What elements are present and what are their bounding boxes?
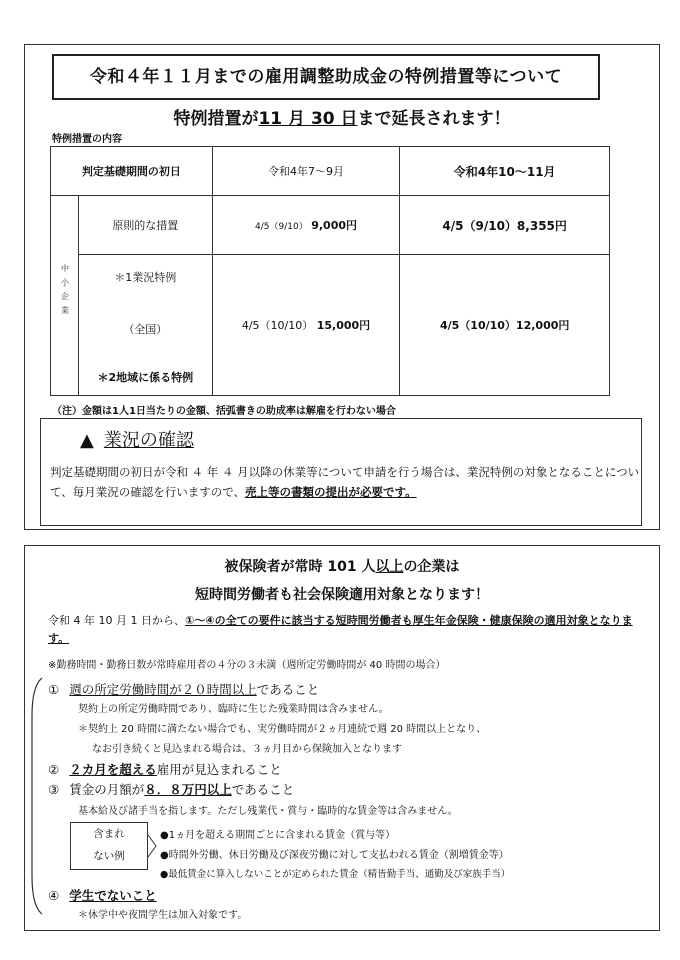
insurance-title-1 bbox=[24, 556, 660, 576]
insurance-title-2: 短時間労働者も社会保険適用対象となります！ bbox=[195, 587, 489, 603]
item2-post: 雇用が見込まれること bbox=[156, 762, 282, 777]
excl-label-1: 含まれ bbox=[93, 828, 125, 840]
exclusion-3: ●最低賃金に算入しないことが定められた賃金（精皆勤手当、通勤及び家族手当） bbox=[160, 869, 511, 880]
requirement-3 bbox=[48, 780, 294, 798]
item1-marker: ① bbox=[48, 682, 60, 697]
main-title: 令和４年１１月までの雇用調整助成金の特例措置等について bbox=[52, 54, 600, 100]
row1-label: 原則的な措置 bbox=[78, 196, 212, 255]
item3-marker: ③ bbox=[48, 782, 60, 797]
confirmation-heading bbox=[80, 426, 194, 452]
item1-post: であること bbox=[256, 682, 320, 697]
confirmation-text bbox=[50, 462, 640, 502]
requirement-1 bbox=[48, 680, 319, 698]
row2-rate1: 4/5（10/10） bbox=[241, 319, 314, 332]
row1-rate1: 4/5（9/10） bbox=[255, 222, 308, 232]
requirement-4 bbox=[48, 886, 157, 904]
row2-label2: （全国） bbox=[123, 323, 168, 336]
item2-marker: ② bbox=[48, 762, 60, 777]
item4-sub: ＊休学中や夜間学生は加入対象です。 bbox=[78, 910, 248, 921]
row1-cell1 bbox=[212, 196, 400, 255]
row2-value2: 4/5（10/10）12,000円 bbox=[400, 255, 610, 396]
subtitle-post: まで延長されます！ bbox=[357, 109, 511, 129]
warning-icon: ▲ bbox=[80, 430, 94, 451]
bracket-icon bbox=[30, 676, 44, 916]
item3-underlined: ８．８万円以上 bbox=[144, 782, 232, 797]
exclusion-label-box bbox=[70, 822, 148, 870]
item1-sub3: なお引き続くと見込まれる場合は、３ヵ月目から保険加入となります bbox=[92, 744, 402, 755]
item1-underlined: 週の所定労働時間が２０時間以上 bbox=[69, 682, 257, 697]
table-note: （注）金額は1人1日当たりの金額、括弧書きの助成率は解雇を行わない場合 bbox=[52, 406, 396, 417]
subtitle-date: 11 月 30 日 bbox=[258, 109, 358, 129]
insurance-title1-pre: 被保険者が常時 101 人 bbox=[224, 559, 376, 575]
insurance-title1-underlined: 以上 bbox=[375, 559, 404, 575]
row2-label-cell bbox=[78, 255, 212, 396]
insurance-title1-post: の企業は bbox=[403, 559, 460, 575]
row2-amount1: 15,000円 bbox=[316, 319, 371, 332]
row-group-text: 中小企業 bbox=[60, 263, 70, 320]
insurance-intro-plain: 令和 4 年 10 月 1 日から、 bbox=[48, 614, 185, 627]
excl-label-2: ない例 bbox=[93, 850, 125, 862]
insurance-condition: ※勤務時間・勤務日数が常時雇用者の４分の３未満（週所定労働時間が 40 時間の場合） bbox=[48, 660, 446, 671]
section-label: 特例措置の内容 bbox=[52, 134, 122, 145]
subtitle-pre: 特例措置が bbox=[173, 109, 259, 129]
row1-amount1: 9,000円 bbox=[311, 219, 357, 232]
requirement-2 bbox=[48, 760, 282, 778]
confirmation-text-underlined: 売上等の書類の提出が必要です。 bbox=[245, 485, 417, 499]
row2-cell1 bbox=[212, 255, 400, 396]
exclusion-1: ●1ヵ月を超える期間ごとに含まれる賃金（賞与等） bbox=[160, 830, 396, 841]
item3-sub: 基本給及び諸手当を指します。ただし残業代・賞与・臨時的な賃金等は含みません。 bbox=[78, 806, 458, 817]
row2-label3: ＊2地域に係る特例 bbox=[97, 371, 194, 384]
item4-underlined: 学生でないこと bbox=[69, 888, 157, 903]
item1-sub1: 契約上の所定労働時間であり、臨時に生じた残業時間は含みません。 bbox=[78, 704, 389, 715]
row1-value2: 4/5（9/10）8,355円 bbox=[400, 196, 610, 255]
arrow-icon bbox=[147, 834, 157, 858]
item2-underlined: ２カ月を超える bbox=[69, 762, 157, 777]
table-period-2: 令和4年10～11月 bbox=[400, 147, 610, 196]
item3-pre: 賃金の月額が bbox=[69, 782, 145, 797]
insurance-intro-underlined: ①～④の全ての要件に該当する短時間労働者も厚生年金保険・健康保険の適用対象となります。 bbox=[48, 614, 633, 645]
item4-marker: ④ bbox=[48, 888, 60, 903]
table-col-header: 判定基礎期間の初日 bbox=[51, 147, 213, 196]
confirmation-text-plain: 判定基礎期間の初日が令和 ４ 年 ４ 月以降の休業等について申請を行う場合は、業況特例の対象となることについて、毎月業況の確認を行いますので、 bbox=[50, 465, 640, 499]
special-measures-table bbox=[50, 146, 610, 396]
table-period-1: 令和4年7～9月 bbox=[212, 147, 400, 196]
exclusion-2: ●時間外労働、休日労働及び深夜労働に対して支払われる賃金（割増賃金等） bbox=[160, 850, 509, 861]
insurance-intro bbox=[48, 612, 640, 648]
extension-notice bbox=[24, 104, 660, 129]
row2-label1: ＊1業況特例 bbox=[114, 271, 177, 284]
confirmation-heading-text: 業況の確認 bbox=[103, 430, 194, 451]
item3-post: であること bbox=[231, 782, 295, 797]
row-group-label bbox=[51, 196, 79, 396]
item1-sub2: ＊契約上 20 時間に満たない場合でも、実労働時間が２ヵ月連続で週 20 時間以上となり、 bbox=[78, 724, 487, 735]
